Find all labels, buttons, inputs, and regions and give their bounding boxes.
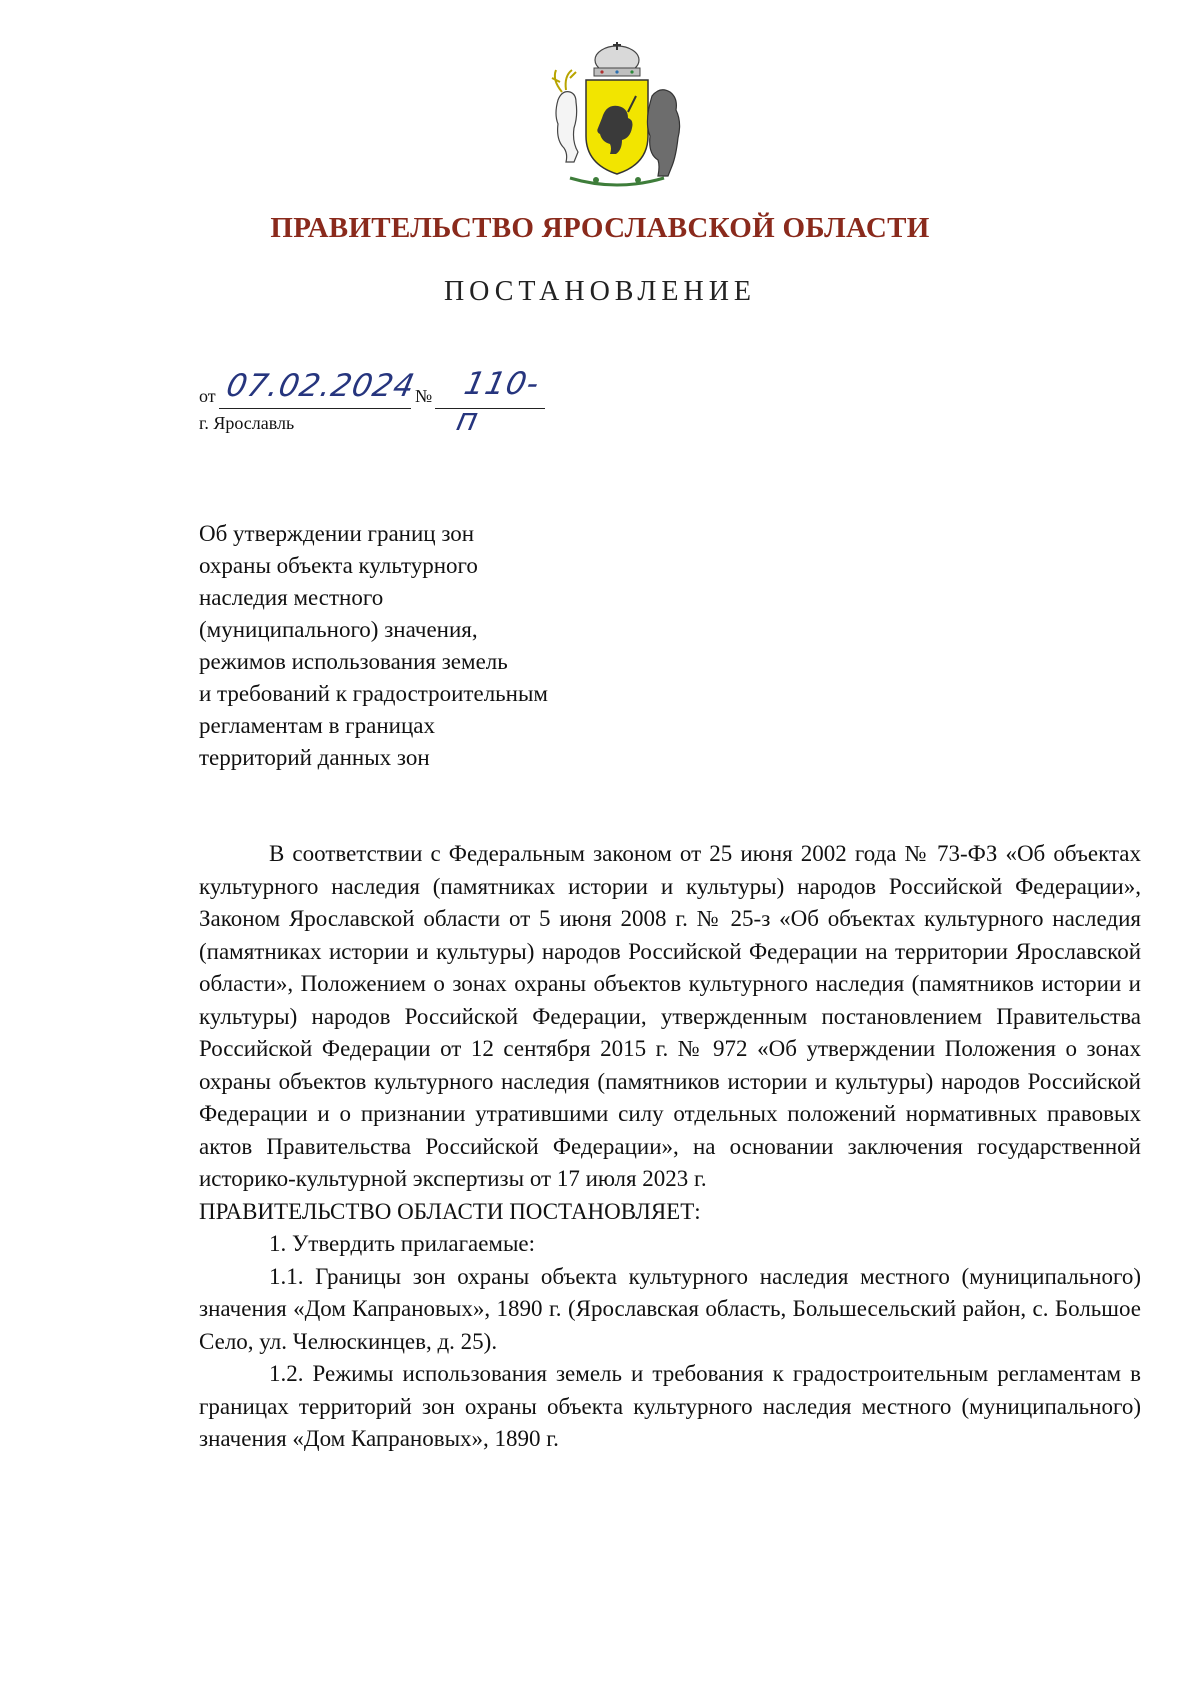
subject-line: регламентам в границах — [199, 713, 435, 738]
organization-title: ПРАВИТЕЛЬСТВО ЯРОСЛАВСКОЙ ОБЛАСТИ — [270, 212, 930, 244]
issue-city: г. Ярославль — [199, 413, 295, 433]
subject-line: охраны объекта культурного — [199, 553, 478, 578]
yaroslavl-oblast-coat-of-arms-icon — [536, 40, 698, 188]
handwritten-number: 110-п — [453, 366, 544, 438]
item-1-1: 1.1. Границы зон охраны объекта культурного наследия местного (муниципального) значения «Дом Капрановых», 1890 г. (Ярославская область, Большесельский район, с. Большое Село, ул. Челюскинцев, д. 25). — [199, 1263, 1141, 1354]
subject-line: территорий данных зон — [199, 745, 430, 770]
subject-line: Об утверждении границ зон — [199, 521, 475, 546]
date-prefix: от — [199, 386, 216, 406]
item-1-2: 1.2. Режимы использования земель и требования к градостроительным регламентам в границах территорий зон охраны объекта культурного наследия местного (муниципального) значения «Дом Капрановых», 1890 г. — [199, 1361, 1141, 1451]
handwritten-date: 07.02.2024 — [223, 368, 419, 404]
decree-heading: ПРАВИТЕЛЬСТВО ОБЛАСТИ ПОСТАНОВЛЯЕТ: — [199, 1198, 701, 1224]
document-subject — [199, 518, 548, 774]
subject-line: и требований к градостроительным — [199, 681, 548, 706]
subject-line: наследия местного — [199, 585, 384, 610]
subject-line: (муниципального) значения, — [199, 617, 478, 642]
crown-icon — [594, 42, 640, 76]
item-1: 1. Утвердить прилагаемые: — [269, 1231, 536, 1256]
number-sign: № — [415, 386, 433, 406]
preamble-paragraph: В соответствии с Федеральным законом от 25 июня 2002 года № 73-ФЗ «Об объектах культурного наследия (памятниках истории и культуры) народов Российской Федерации», Законом Ярославской области от 5 июня 2008 г. № 25-з «Об объектах культурного наследия (памятниках истории и культуры) народов Российской Федерации на территории Ярославской области», Положением о зонах охраны объектов культурного наследия (памятников истории и культуры) народов Российской Федерации, утвержденным постановлением Правительства Российской Федерации от 12 сентября 2015 г. № 972 «Об утверждении Положения о зонах охраны объектов культурного наследия (памятников истории и культуры) народов Российской Федерации и о признании утратившими силу отдельных положений нормативных правовых актов Правительства Российской Федерации», на основании заключения государственной историко-культурной экспертизы от 17 июля 2023 г. — [199, 841, 1141, 1191]
date-underline — [219, 408, 411, 409]
document-type: ПОСТАНОВЛЕНИЕ — [443, 276, 757, 307]
document-body — [199, 838, 1141, 1456]
subject-line: режимов использования земель — [199, 649, 508, 674]
